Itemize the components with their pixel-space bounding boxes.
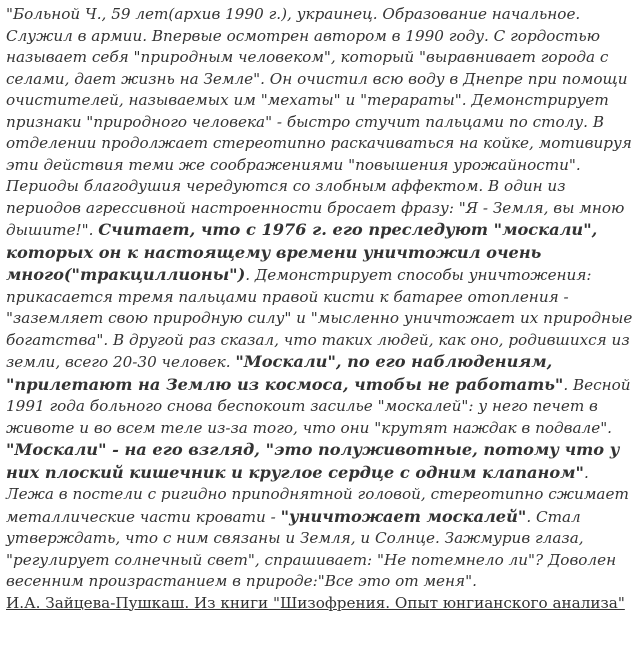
- case-description: [6, 4, 634, 593]
- text-segment: "Больной Ч., 59 лет(архив 1990 г.), украинец. Образование начальное. Служил в армии. Впервые осмотрен автором в 1990 году. С гордостью называет себя "природным человеком", который "выравнивает города с селами, дает жизнь на Земле". Он очистил всю воду в Днепре при помощи очистителей, называемых им "мехаты" и "терараты". Демонстрирует признаки "природного человека" - быстро стучит пальцами по столу. В отделении продолжает стереотипно раскачиваться на койке, мотивируя эти действия теми же соображениями "повышения урожайности". Периоды благодушия чередуются со злобным аффектом. В один из периодов агрессивной настроенности бросает фразу: "Я - Земля, вы мною дышите!".: [6, 5, 632, 239]
- emphasis-segment: Считает, что с 1976 г. его преследуют "москали", которых он к настоящему времени уничтожил очень много("тракциллионы"): [6, 220, 598, 284]
- emphasis-segment: "Москали", по его наблюдениям, "прилетают на Землю из космоса, чтобы не работать": [6, 352, 564, 394]
- text-segment: . Демонстрирует способы уничтожения: прикасается тремя пальцами правой кисти к батарее отопления - "заземляет свою природную силу" и "мысленно уничтожает их природные богатства". В другой раз сказал, что таких людей, как оно, родившихся из земли, всего 20-30 человек.: [6, 266, 633, 371]
- emphasis-segment: "Москали" - на его взгляд, "это полуживотные, потому что у них плоский кишечник и круглое сердце с одним клапаном": [6, 440, 620, 482]
- source-citation: И.А. Зайцева-Пушкаш. Из книги "Шизофрения. Опыт юнгианского анализа": [6, 593, 625, 612]
- text-segment: . Стал утверждать, что с ним связаны и Земля, и Солнце. Зажмурив глаза, "регулирует солнечный свет", спрашивает: "Не потемнело ли"? Доволен весенним произрастанием в природе:"Все это от меня".: [6, 507, 617, 590]
- emphasis-segment: "уничтожает москалей": [280, 506, 527, 526]
- text-segment: . Лежа в постели с ригидно приподнятной головой, стереотипно сжимает металлические части кровати -: [6, 463, 629, 526]
- text-segment: . Весной 1991 года больного снова беспокоит засилье "москалей": у него печет в животе и во всем теле из-за того, что они "крутят наждак в подвале".: [6, 375, 631, 437]
